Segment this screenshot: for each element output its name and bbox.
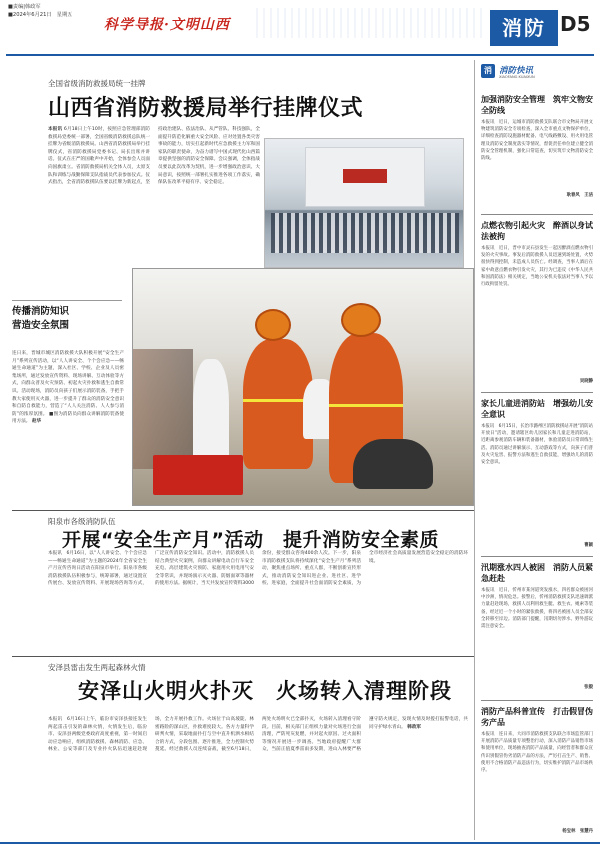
page-footer-rule	[0, 842, 600, 844]
sidebar-news-flash	[474, 60, 594, 840]
sidebar-article-byline: 张毅	[584, 685, 593, 690]
sidebar-article-headline: 家长儿童进消防站 增强幼儿安全意识	[481, 399, 593, 419]
section1-body	[48, 126, 260, 290]
section2-headline	[12, 300, 122, 333]
section2-headline-line1: 传播消防知识	[12, 306, 70, 317]
section2-photo	[132, 268, 474, 506]
section-divider	[12, 510, 474, 511]
header-slogan: 科学导报·文明山西	[104, 17, 230, 33]
sidebar-article-headline: 加强消防安全管理 筑牢文物安全防线	[481, 95, 593, 115]
sidebar-brand	[481, 62, 591, 86]
sidebar-brand-name: 消防快讯	[499, 66, 534, 76]
sidebar-article-body: 本报讯 近日，运城市消防救援支队联合市文物局开展文物建筑消防安全专项检查，深入全市重点文物保护单位，详细检查消防设施器材配备、电气线路敷设、用火用电管理及消防安全制度落实等情况，督促责任单位建立健全消防安全管理机制，强化日常巡查，切实筑牢文物消防安全防线。	[481, 120, 593, 162]
crowd-shape	[133, 349, 193, 469]
sidebar-article-byline: 吴晓静	[579, 379, 593, 384]
helmet-left-icon	[255, 309, 291, 341]
sidebar-divider	[481, 700, 593, 701]
editor-line: ■责编|韩政军	[8, 4, 41, 10]
scooter-shape	[353, 439, 433, 489]
sidebar-article-body: 本报讯 近日，忻州市某河道突发涨水，四名群众被困河中沙洲，情况危急。接警后，忻州消防救援支队迅速调派力量赶赴现场，救援人员利用救生艇、救生衣、绳索等装备，经过近一个小时的紧张救援，将四名被困人员全部安全转移至岸边。消防部门提醒，汛期切勿涉水、野外游玩需注意安全。	[481, 588, 593, 630]
sidebar-brand-pinyin: XIAOFANG KUAIXUN	[499, 75, 535, 79]
helmet-right-icon	[341, 303, 381, 337]
section2-headline-line2: 营造安全氛围	[12, 320, 70, 331]
section-logo: 消防	[490, 10, 558, 46]
bystander-shape	[193, 359, 229, 469]
equipment-case-shape	[153, 455, 243, 495]
section4-byline: 韩政军	[407, 724, 422, 730]
sidebar-article-body: 本报讯 连日来，大同市消防救援支队联合市场监管部门开展消防产品质量专项整治行动，深入消防产品销售市场和使用单位，现场抽查消防产品质量，向经营者和群众宣传识别假冒伪劣消防产品的方法，严厉打击生产、销售、使用不合格消防产品违法行为，切实维护消防产品市场秩序。	[481, 732, 593, 774]
red-banner-shape	[343, 169, 387, 183]
sidebar-article-byline: 杨宝林 张慧丹	[562, 829, 593, 834]
sidebar-divider	[481, 556, 593, 557]
section2-photo-caption: ■图为消防员向群众讲解消防装备使用方法。	[12, 411, 124, 425]
sidebar-article	[481, 562, 593, 690]
sidebar-article-body: 本报讯 6月15日，长治市潞州区消防救援站开展“消防站开放日”活动，邀请辖区幼儿园家长和儿童走进消防站，近距离参观消防车辆和装备器材，体验消防员日常训练生活。消防员通过讲解演示、互动游戏等方式，向孩子们普及火灾危害、报警方法和逃生自救技能，增强幼儿的消防安全意识。	[481, 424, 593, 466]
header-decoration	[256, 8, 486, 38]
sidebar-article-byline: 曹颖	[584, 543, 593, 548]
section4-body-text: 本报讯 6月16日上午，临汾市安泽县接连发生两起雷击引发的森林火情，火情发生后，临汾市、安泽县两级党委政府高度重视，第一时间启动应急响应，组织消防救援、森林消防、应急、林业、公安等部门及专业扑火队伍迅速赶赴现场，全力开展扑救工作。火场位于山高坡陡、林密路险的深山区，扑救难度较大。各方力量科学研判火情，采取地面扑打与空中直升机洒水相结合的方式，分段包围、逐片推进，全力控制火势蔓延。经过救援人员连续奋战，截至6月18日，两处火场明火已全部扑灭，火场转入清理看守阶段。目前，相关部门正组织力量对火场进行全面清理，严防死灰复燃，并对起火原因、过火面积等情况开展进一步调查。当地政府提醒广大群众，当前正值夏季雷雨多发期，进山入林要严格遵守防火规定，发现火情及时拨打报警电话，共同守护绿水青山。	[48, 717, 468, 753]
section1-lead: 本报讯	[48, 127, 63, 132]
section2-body-text: 连日来，晋城市城区消防救援大队积极开展“安全生产月”系列宣传活动，以“人人讲安全、个个会应急——畅通生命通道”为主题，深入社区、学校、企业及人员密集场所，通过发放宣传资料、现场讲解、互动体验等方式，向群众普及火灾预防、初起火灾扑救和逃生自救常识。活动现场，消防员向孩子们展示消防装备，手把手教大家使用灭火器，进一步提升了群众的消防安全意识和自防自救能力，营造了“人人关注消防、人人参与消防”的浓厚氛围。	[12, 351, 124, 417]
section2-body	[12, 350, 124, 510]
section1-headline: 山西省消防救援局举行挂牌仪式	[48, 96, 364, 121]
section4-headline: 安泽山火明火扑灭 火场转入清理阶段	[78, 679, 452, 703]
sidebar-article-byline: 耿春风 王洁	[566, 193, 593, 198]
sidebar-divider	[481, 392, 593, 393]
section1-kicker: 全国省级消防救援局统一挂牌	[48, 79, 146, 88]
sidebar-article	[481, 706, 593, 834]
sidebar-article-body: 本报讯 近日，晋中市灵石县发生一起因醉酒点燃衣物引发的火灾事故。事发后消防救援人员迅速到场处置，火势很快得到控制，未造成人员伤亡。经调查，当事人酒后在家中故意点燃衣物引发火灾，其行为已违反《中华人民共和国消防法》相关规定，当地公安机关依法对当事人予以行政拘留处罚。	[481, 246, 593, 288]
section3-headline: 开展“安全生产月”活动 提升消防安全素质	[62, 529, 439, 551]
section1-body-text: 6月18日上午10时，按照应急管理部消防救援局党委统一部署，全国省级消防救援总队统一挂牌为省级消防救援局。山西省消防救援局举行挂牌仪式，省消防救援局党委书记、局长出席并讲话。仪式在庄严的国歌声中开始，全体参会人员面向国旗肃立。省消防救援局机关全体人员，太原支队和训练与战勤保障支队指战员代表参加仪式。仪式指出，全省消防救援队伍要以挂牌为新起点，坚持政治建队、依法治队、从严管队、科技强队，全面提升防范化解重大安全风险、应对处置各类灾害事故的能力，切实扛起新时代应急救援主力军和国家队的职责使命，为奋力谱写中国式现代化山西篇章提供坚强的消防安全保障。会议强调，全体指战员要以此次改革为契机，进一步增强政治意识、大局意识，按照统一部署扎实推进各项工作落实，确保队伍改革平稳有序、安全稳定。	[48, 127, 260, 186]
sidebar-divider	[481, 214, 593, 215]
sidebar-article-headline: 汛期涨水四人被困 消防人员紧急赶赴	[481, 563, 593, 583]
header-meta	[8, 4, 72, 19]
page-header	[6, 4, 594, 56]
fire-brand-icon: 消	[481, 64, 495, 78]
reflective-stripe-right	[329, 404, 403, 407]
section4-body	[48, 716, 468, 849]
date-line: ■2024年6月21日 星期五	[8, 11, 73, 18]
troops-formation-shape	[271, 213, 459, 253]
section3-body: 本报讯 6月16日，以“人人讲安全、个个会应急——畅通生命通道”为主题的2024年全省安全生产月宣传咨询日活动在阳泉市举行。阳泉市各级消防救援队伍积极参与，统筹部署，通过设置宣传展台、发放宣传资料、开展现场咨询等方式，广泛宣传消防安全知识。活动中，消防救援人员结合典型火灾案例，向群众讲解电动自行车安全充电、高层建筑火灾预防、家庭用火用电用气安全等常识，并现场演示灭火器、防烟面罩等器材的使用方法。据统计，当天共发放宣传资料3000余份，接受群众咨询400余人次。下一步，阳泉市消防救援支队将持续深化“安全生产月”系列活动，聚焦重点场所、重点人群，不断创新宣传形式，推动消防安全知识进企业、进社区、进学校、进家庭，全面提升社会面消防安全素质，为全市经济社会高质量发展营造安全稳定的消防环境。	[48, 551, 468, 587]
section2-photo-credit: 赵华	[31, 419, 42, 425]
section1-photo	[264, 138, 464, 268]
section4-kicker: 安泽县雷击发生两起森林火情	[48, 663, 146, 672]
page-number: D5	[560, 12, 591, 36]
sidebar-article	[481, 94, 593, 198]
section3-kicker: 阳泉市各级消防队伍	[48, 517, 116, 526]
section-divider	[12, 656, 474, 657]
sidebar-article-headline: 点燃衣物引起火灾 醉酒以身试法被拘	[481, 221, 593, 241]
sidebar-article-headline: 消防产品科普宣传 打击假冒伪劣产品	[481, 707, 593, 727]
sidebar-article	[481, 220, 593, 384]
sidebar-article	[481, 398, 593, 548]
